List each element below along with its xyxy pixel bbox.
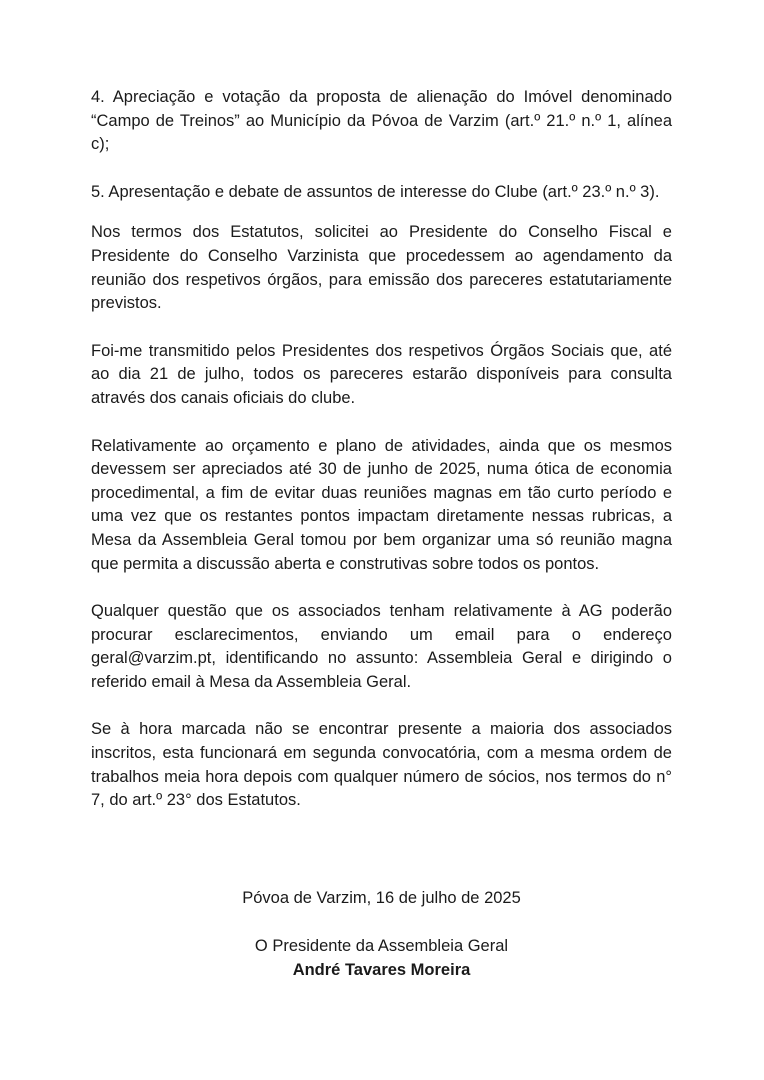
agenda-item-5: 5. Apresentação e debate de assuntos de interesse do Clube (art.º 23.º n.º 3). [91,182,660,201]
paragraph-contact-email: Qualquer questão que os associados tenham relativamente à AG poderão procurar esclarecimentos, enviando um email para o endereço geral@varzim.pt, identificando no assunto: Assembleia Geral e dirigindo o referido email à Mesa da Assembleia Geral. [91,602,672,691]
place-and-date: Póvoa de Varzim, 16 de julho de 2025 [242,889,521,907]
paragraph-budget-plan: Relativamente ao orçamento e plano de atividades, ainda que os mesmos devessem ser apreciados até 30 de junho de 2025, numa ótica de economia procedimental, a fim de evitar duas reuniões magnas em tão curto período e uma vez que os restantes pontos impactam diretamente nessas rubricas, a Mesa da Assembleia Geral tomou por bem organizar uma só reunião magna que permita a discussão aberta e construtivas sobre todos os pontos. [91,436,672,573]
paragraph-statutes-request: Nos termos dos Estatutos, solicitei ao Presidente do Conselho Fiscal e Presidente do Conselho Varzinista que procedessem ao agendamento da reunião dos respetivos órgãos, para emissão dos pareceres estatutariamente previstos. [91,223,672,313]
paragraph-opinions-availability: Foi-me transmitido pelos Presidentes dos respetivos Órgãos Sociais que, até ao dia 21 de julho, todos os pareceres estarão disponíveis para consulta através dos canais oficiais do clube. [91,341,672,407]
document-body [91,86,672,837]
signature-block [91,935,672,982]
agenda-item-4: 4. Apreciação e votação da proposta de alienação do Imóvel denominado “Campo de Treinos” ao Município da Póvoa de Varzim (art.º 21.º n.º 1, alínea c); [91,88,672,154]
paragraph-second-call: Se à hora marcada não se encontrar presente a maioria dos associados inscritos, esta funcionará em segunda convocatória, com a mesma ordem de trabalhos meia hora depois com qualquer número de sócios, nos termos do n° 7, do art.º 23° dos Estatutos. [91,720,672,810]
signer-title: O Presidente da Assembleia Geral [254,937,509,955]
signer-name: André Tavares Moreira [292,960,471,979]
